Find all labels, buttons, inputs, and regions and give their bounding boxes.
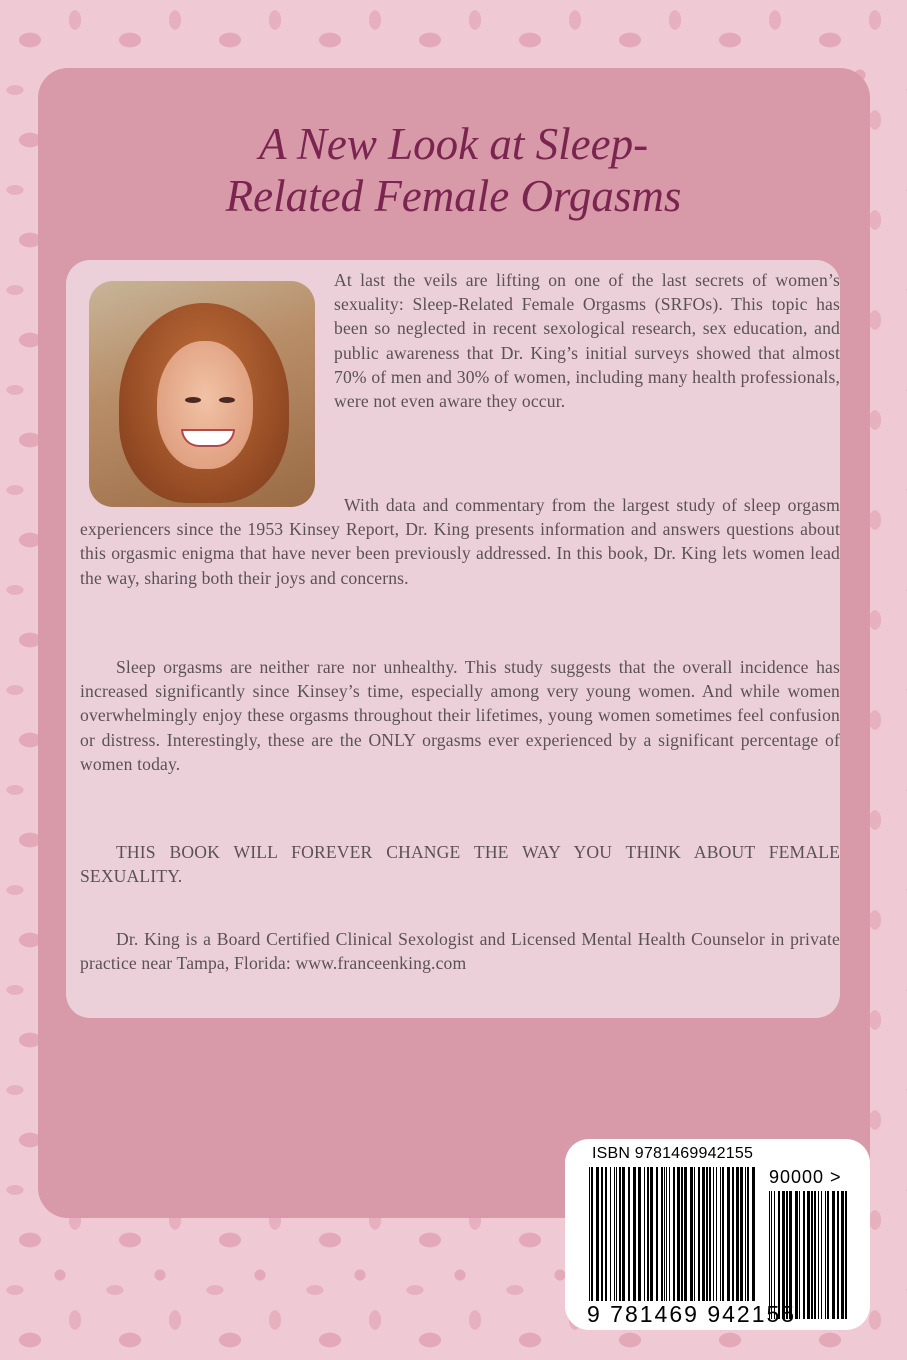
barcode-bar	[747, 1167, 749, 1301]
barcode-bar	[789, 1191, 792, 1319]
barcode-bar	[596, 1167, 599, 1301]
barcode-bar	[638, 1167, 641, 1301]
barcode-bar	[656, 1167, 658, 1301]
barcode-bar	[716, 1167, 717, 1301]
barcode-bar	[814, 1191, 816, 1319]
barcode-bar	[681, 1167, 683, 1301]
barcode-bar	[825, 1191, 826, 1319]
barcode-bar	[666, 1167, 667, 1301]
barcode-bar	[774, 1191, 775, 1319]
barcode-bar	[694, 1167, 695, 1301]
barcode-bar	[736, 1167, 739, 1301]
author-face	[157, 341, 253, 469]
author-eye-left	[185, 397, 201, 403]
barcode-bar	[619, 1167, 621, 1301]
barcode-bar	[769, 1191, 770, 1319]
barcode-bar	[664, 1167, 665, 1301]
barcode-bar	[669, 1167, 670, 1301]
blurb-paragraph-4: THIS BOOK WILL FOREVER CHANGE THE WAY YOU THINK ABOUT FEMALE SEXUALITY.	[80, 842, 840, 887]
barcode-bar	[821, 1191, 822, 1319]
barcode-bar	[786, 1191, 788, 1319]
isbn-number: 9 781469 942155	[587, 1301, 797, 1327]
barcode-bar	[690, 1167, 693, 1301]
blurb-paragraph-2: With data and commentary from the largest study of sleep orgasm experiencers since the 1953 Kinsey Report, Dr. King presents information and answers questions about this orgasmic enigma that have never been previously addressed. In this book, Dr. King lets women lead the way, sharing both their joys and concerns.	[80, 495, 840, 588]
barcode-bar	[720, 1167, 721, 1301]
barcode-bar	[740, 1167, 743, 1301]
barcode-bar	[661, 1167, 663, 1301]
barcode-bar	[622, 1167, 625, 1301]
price-code: 90000 >	[769, 1167, 842, 1187]
barcode-bar	[706, 1167, 708, 1301]
barcode-box	[565, 1139, 870, 1330]
barcode-bar	[628, 1167, 630, 1301]
blurb-paragraph-1: At last the veils are lifting on one of the last secrets of women’s sexuality: Sleep-Related Female Orgasms (SRFOs). This topic has been so neglected in recent sexological research, sex education, and public awareness that Dr. King’s initial surveys showed that almost 70% of men and 30% of women, including many health professionals, were not even aware they occur.	[334, 270, 840, 412]
barcode-bar	[732, 1167, 734, 1301]
barcode-bar	[722, 1167, 724, 1301]
barcode-bar	[591, 1167, 593, 1301]
barcode-bar	[782, 1191, 785, 1319]
barcode-bar	[803, 1191, 805, 1319]
barcode-bar	[799, 1191, 800, 1319]
barcode-bar	[752, 1167, 755, 1301]
barcode-bar	[610, 1167, 611, 1301]
title-line-1: A New Look at Sleep-	[258, 119, 649, 169]
barcode-bar	[709, 1167, 711, 1301]
barcode-bar	[837, 1191, 839, 1319]
barcode-bar	[605, 1167, 607, 1301]
barcode-bar	[601, 1167, 603, 1301]
barcode-bar	[614, 1167, 615, 1301]
barcode-bar	[616, 1167, 617, 1301]
barcode-bar	[589, 1167, 590, 1301]
blurb-paragraph-5: Dr. King is a Board Certified Clinical Sexologist and Licensed Mental Health Counselor in private practice near Tampa, Florida: www.franceenking.com	[80, 929, 840, 974]
barcode-bar	[807, 1191, 810, 1319]
barcode-bar	[647, 1167, 649, 1301]
barcode-bar	[677, 1167, 680, 1301]
book-title	[0, 118, 907, 222]
barcode-bar	[673, 1167, 675, 1301]
barcode-bar	[771, 1191, 772, 1319]
barcode-bar	[713, 1167, 714, 1301]
blurb-paragraph-3: Sleep orgasms are neither rare nor unhealthy. This study suggests that the overall incidence has increased significantly since Kinsey’s time, especially among very young women. And while women overwhelmingly enjoy these orgasms throughout their lifetimes, young women sometimes feel confusion or distress. Interestingly, these are the ONLY orgasms ever experienced by a significant percentage of women today.	[80, 657, 840, 774]
barcode-bar	[698, 1167, 700, 1301]
barcode-bar	[745, 1167, 746, 1301]
barcode-bar	[795, 1191, 798, 1319]
barcode-bar	[778, 1191, 780, 1319]
isbn-label: ISBN 9781469942155	[592, 1145, 754, 1162]
barcode-bar	[702, 1167, 705, 1301]
barcode-bar	[845, 1191, 847, 1319]
barcode-bar	[818, 1191, 819, 1319]
title-line-2: Related Female Orgasms	[225, 171, 682, 221]
barcode-bar	[727, 1167, 730, 1301]
author-photo	[89, 281, 315, 507]
barcode-bar	[650, 1167, 653, 1301]
barcode-bar	[841, 1191, 844, 1319]
author-eye-right	[219, 397, 235, 403]
barcode-bar	[644, 1167, 645, 1301]
barcode-bar	[827, 1191, 829, 1319]
barcode-bar	[811, 1191, 813, 1319]
barcode-bar	[832, 1191, 835, 1319]
barcode-bar	[633, 1167, 636, 1301]
barcode-bar	[684, 1167, 687, 1301]
